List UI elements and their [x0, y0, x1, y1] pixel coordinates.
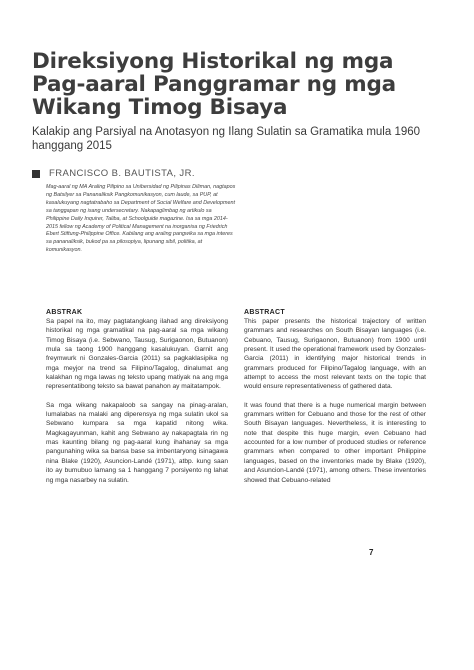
- article-subtitle: Kalakip ang Parsiyal na Anotasyon ng Ilang Sulatin sa Gramatika mula 1960 hanggang 2015: [32, 126, 421, 152]
- author-line: [32, 168, 195, 179]
- abstrak-heading: ABSTRAK: [46, 309, 83, 316]
- abstrak-paragraph: Sa papel na ito, may pagtatangkang ilahad ang direksiyong historikal ng mga gramatikal na pag-aaral sa mga wikang Timog Bisaya (i.e. Sebwano, Tausug, Surigaonon, Butuanon) mula sa taong 1900 hanggang kasalukuyan. Garnit ang freymwurk ni Gonzales-Garcia (2011) sa pagkaklasipika ng mga meyjor na trend sa Filipino/Tagalog, dinalumat ang kalakhan ng mga lawas ng teksto upang matiyak na ang mga representatibong teksto sa bawat panahon ay maitatampok.: [46, 318, 228, 391]
- page-number: 7: [369, 548, 374, 557]
- article-title: Direksiyong Historikal ng mga Pag-aaral Panggramar ng mga Wikang Timog Bisaya: [32, 49, 396, 120]
- square-bullet-icon: [32, 170, 40, 178]
- abstrak-column: [46, 309, 228, 494]
- abstract-paragraph: It was found that there is a huge numerical margin between grammars written for Cebuano and those for the rest of other South Bisayan languages. Nevertheless, it is interesting to note that despite this huge margin, even Cebuano had accounted for a low number of produced studies or reference grammars when compared to other important Philippine languages, based on the inventories made by Blake (1920), and Asuncion-Landé (1971), among others. These inventories showed that Cebuano-related: [244, 401, 426, 484]
- abstrak-paragraph: Sa mga wikang nakapaloob sa sangay na pinag-aralan, lumalabas na malaki ang diperensya ng mga sulatin ukol sa Sebwano kumpara sa mga kapatid nitong wika. Magkagayunman, kahit ang Sebwano ay nakapagtala rin ng mas kaunting bilang ng pag-aaral kung ihahanay sa mga pangunahing wika sa bansa base sa imbentaryong isinagawa nina Blake (1920), Asuncion-Landé (1971), atbp. kung saan ito ay bumubuo lamang sa 1 hanggang 7 porsiyento ng lahat ng mga nasarbey na sulatin.: [46, 401, 228, 484]
- abstract-paragraph: This paper presents the historical trajectory of written grammars and researches on South Bisayan languages (i.e. Cebuano, Tausug, Surigaonon, Butuanon) from 1900 until present. It used the operational framework used by Gonzales-Garcia (2011) in identifying major historical trends in grammars produced for Filipino/Tagalog language, with an attempt to access the most relevant texts on the topic that would ensure representativeness of gathered data.: [244, 318, 426, 391]
- author-bio: Mag-aaral ng MA Araling Pilipino sa Unibersidad ng Pilipinas Diliman, nagtapos ng Batsilyer sa Pananaliksik Pangkomunikasyon, cum laude, sa PUP, at kasalukuyang nagtatrabaho sa Department of Social Welfare and Development sa tanggapan ng isang undersecretary. Nakapaglimbag ng artikulo sa Philippine Daily Inquirer, Taliba, at Schoolguide magazine. Isa sa mga 2014-2015 fellow ng Academy of Political Management na inorganisa ng Friedrich Ebert Stiftung-Philippine Office. Kabilang ang araling pangwika sa mga interes sa pananaliksik, bukod pa sa pilosopiya, lipunang sibil, politika, at komunikasyon.: [46, 184, 236, 254]
- author-name: FRANCISCO B. BAUTISTA, JR.: [49, 168, 195, 179]
- abstract-column: [244, 309, 426, 494]
- abstract-heading: ABSTRACT: [244, 309, 285, 316]
